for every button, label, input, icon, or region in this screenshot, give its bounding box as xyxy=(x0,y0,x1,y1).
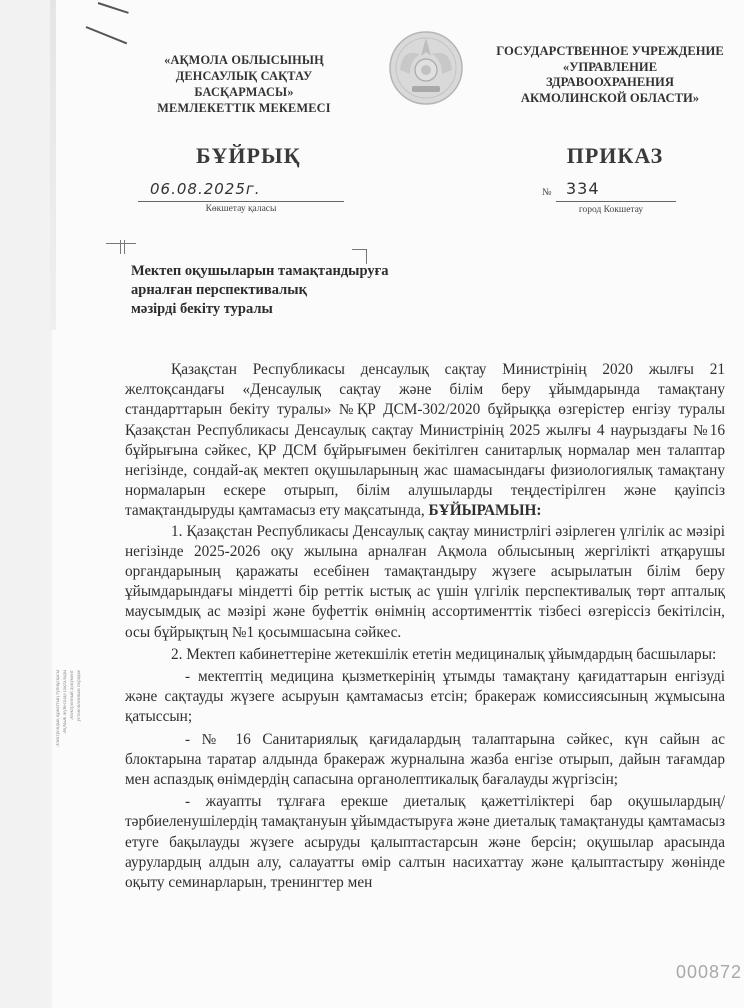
item-2-bullet: - мектептің медицина қызметкерінің ұтымды тамақтану қағидаттарын енгізуді және сақтауды жүзеге асыруын қамтамасыз етсін; бракераж комиссиясының жұмысына қатыссын; xyxy=(125,668,725,726)
kazakhstan-state-emblem-icon xyxy=(388,30,464,106)
item-2-bullet: - жауапты тұлғаға ерекше диеталық қажеттіліктері бар оқушылардың/тәрбиеленушілердің тамақтануын ұйымдастыруға және диеталық тамақтануды қамтамасыз етуге бақылауды жүзеге асыруды қалыптастарсын және берсін; оқушылар арасында аурулардың алдын алу, салауатты өмір салтын насихаттау және қалыптастыру жөнінде оқыту семинарларын, тренингтер мен xyxy=(125,793,725,892)
subject-line: Мектеп оқушыларын тамақтандыруға xyxy=(131,263,389,279)
side-note-line: Электронный документ xyxy=(70,670,75,721)
side-note-line: ЭҚАБЖ жүйесінде сақталады xyxy=(63,670,68,735)
binding-edge xyxy=(50,0,56,330)
document-type-kz: БҰЙРЫҚ xyxy=(196,143,301,168)
org-kz-line: БАСҚАРМАСЫ» xyxy=(194,85,294,99)
order-word: БҰЙЫРАМЫН: xyxy=(428,502,542,520)
order-body xyxy=(125,360,725,893)
side-note-line: установленным порядке xyxy=(77,670,82,722)
org-kz-line: «АҚМОЛА ОБЛЫСЫНЫҢ xyxy=(164,53,324,67)
org-ru-line: АКМОЛИНСКОЙ ОБЛАСТИ» xyxy=(520,90,700,105)
organization-name-ru xyxy=(476,44,744,106)
org-ru-line: «УПРАВЛЕНИЕ xyxy=(562,59,658,74)
item-2-bullet: - № 16 Санитариялық қағидалардың талаптарына сәйкес, күн сайын ас блоктарына таратар алдында бракераж журналына жазба енгізе отырып, дайын тағамдар мен аспаздық өнімдердің сапасына органолептикалық бағалауды жүргізсін; xyxy=(125,730,725,789)
org-ru-line: ЗДРАВООХРАНЕНИЯ xyxy=(546,75,674,89)
side-note-line: Электрондық құжаттың түпнұсқасы xyxy=(56,670,61,747)
order-date: 06.08.2025г. xyxy=(150,180,261,198)
city-kz: Көкшетау қаласы xyxy=(205,204,277,214)
document-type-ru: ПРИКАЗ xyxy=(566,143,664,168)
subject-line: мәзірді бекіту туралы xyxy=(131,301,273,317)
page-serial-number: 000872 xyxy=(676,962,743,982)
number-sign: № xyxy=(542,187,552,198)
org-kz-line: МЕМЛЕКЕТТІК МЕКЕМЕСІ xyxy=(157,101,331,115)
item-2: 2. Мектеп кабинеттеріне жетекшілік ететін медициналық ұйымдардың басшылары: xyxy=(171,645,717,663)
org-kz-line: ДЕНСАУЛЫҚ САҚТАУ xyxy=(175,69,313,83)
org-ru-line: ГОСУДАРСТВЕННОЕ УЧРЕЖДЕНИЕ xyxy=(496,44,724,58)
organization-name-kz xyxy=(146,52,342,116)
number-field xyxy=(556,181,676,202)
side-stamp-note xyxy=(54,670,114,820)
preamble-text: Қазақстан Республикасы денсаулық сақтау Министрінің 2020 жылғы 21 желтоқсандағы «Денсаулық сақтау және білім беру ұйымдарында тамақтану стандарттарын бекіту туралы» №ҚР ДСМ-302/2020 бұйрыққа өзгерістер енгізу туралы Қазақстан Республикасы Денсаулық сақтау Министрінің 2025 жылғы 4 наурыздағы №16 бұйрығына сәйкес, ҚР ДСМ бұйрығымен бекітілген санитарлық нормалар мен талаптар негізінде, сондай-ақ мектеп оқушыларының жас шамасындағы физиологиялық тамақтану нормаларын ескере отырып, білім алушыларды теңдестірілген және қауіпсіз тамақтандыруды қамтамасыз ету мақсатында, xyxy=(125,361,725,520)
corner-mark xyxy=(106,243,136,244)
date-field xyxy=(138,181,344,202)
order-subject xyxy=(131,262,431,319)
order-number: 334 xyxy=(566,179,600,198)
subject-line: арналған перспективалық xyxy=(131,282,307,298)
city-ru: город Кокшетау xyxy=(578,205,644,215)
item-1: 1. Қазақстан Республикасы Денсаулық сақтау министрлігі әзірлеген үлгілік ас мәзірі негізінде 2025-2026 оқу жылына арналған Ақмола облысының жергілікті атқарушы органдарының қаражаты есебінен тамақтандыру жүзеге асырылатын білім беру ұйымдарындағы міндетті бір реттік ыстық ас үшін үлгілік перспективалық төрт апталық маусымдық ас мәзірі және буфеттік өнімнің ассортименттік тізбесі өзгеріссіз бекітілсін, осы бұйрықтың №1 қосымшасына сәйкес. xyxy=(125,522,725,641)
preamble-paragraph xyxy=(125,360,725,522)
